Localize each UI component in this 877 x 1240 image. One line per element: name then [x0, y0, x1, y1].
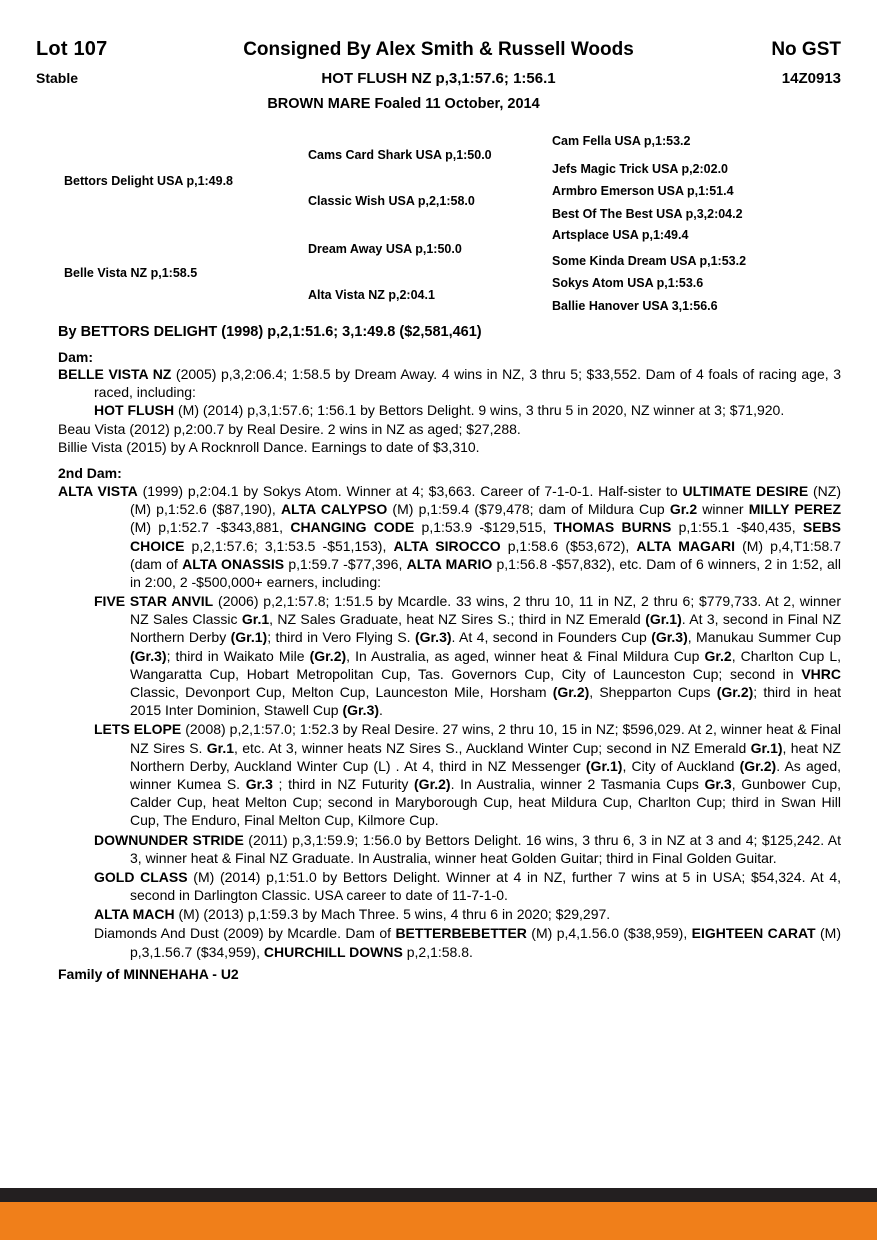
pedigree-sire: Bettors Delight USA p,1:49.8: [64, 174, 234, 188]
footer-orange-bar: [0, 1202, 877, 1240]
lot-number: Lot 107: [36, 38, 108, 60]
header-row-primary: [36, 38, 841, 61]
stable-label: Stable: [36, 70, 79, 86]
reference-number: 14Z0913: [781, 70, 841, 87]
header-row-secondary: [36, 70, 841, 87]
consignor: Consigned By Alex Smith & Russell Woods: [243, 39, 634, 60]
pedigree-g7: Sokys Atom USA p,1:53.6: [552, 276, 704, 290]
second-dam-line: ALTA VISTA (1999) p,2:04.1 by Sokys Atom. Winner at 4; $3,663. Career of 7-1-0-1. Half-sister to ULTIMATE DESIRE (NZ) (M) p,1:52.6 ($87,190), ALTA CALYPSO (M) p,1:59.4 ($79,478; dam of Mildura Cup Gr.2 winner MILLY PEREZ (M) p,1:52.7 -$343,881, CHANGING CODE p,1:53.9 -$129,515, THOMAS BURNS p,1:55.1 -$40,435, SEBS CHOICE p,2,1:57.6; 3,1:53.5 -$51,153), ALTA SIROCCO p,1:58.6 ($53,672), ALTA MAGARI (M) p,4,T1:58.7 (dam of ALTA ONASSIS p,1:59.7 -$77,396, ALTA MARIO p,1:56.8 -$57,832), etc. Dam of 6 winners, 2 in 1:52, all in 2:00, 2 -$500,000+ earners, including:: [58, 482, 842, 590]
dam-foal-1: HOT FLUSH (M) (2014) p,3,1:57.6; 1:56.1 by Bettors Delight. 9 wins, 3 thru 5 in 2020, NZ winner at 3; $71,920.: [94, 402, 785, 419]
pedigree-g8: Ballie Hanover USA 3,1:56.6: [552, 299, 718, 313]
pedigree-g3: Armbro Emerson USA p,1:51.4: [552, 184, 734, 198]
pedigree-dams-dam: Alta Vista NZ p,2:04.1: [308, 288, 435, 302]
pedigree-sires-dam: Classic Wish USA p,2,1:58.0: [308, 194, 475, 208]
pedigree-g5: Artsplace USA p,1:49.4: [552, 228, 689, 242]
horse-description: BROWN MARE Foaled 11 October, 2014: [267, 96, 540, 112]
dam-line: BELLE VISTA NZ (2005) p,3,2:06.4; 1:58.5 by Dream Away. 4 wins in NZ, 3 thru 5; $33,552. Dam of 4 foals of racing age, 3 raced, including:: [58, 366, 841, 401]
pedigree-dam: Belle Vista NZ p,1:58.5: [64, 266, 198, 280]
second-dam-progeny-4: GOLD CLASS (M) (2014) p,1:51.0 by Bettors Delight. Winner at 4 in NZ, further 7 wins at 5 in USA; $54,324. At 4, second in Darlington Classic. USA career to date of 11-7-1-0.: [94, 868, 842, 904]
pedigree-dams-sire: Dream Away USA p,1:50.0: [308, 242, 462, 256]
pedigree-g2: Jefs Magic Trick USA p,2:02.0: [552, 162, 729, 176]
dam-section: [36, 365, 841, 456]
second-dam-progeny-5: ALTA MACH (M) (2013) p,1:59.3 by Mach Three. 5 wins, 4 thru 6 in 2020; $29,297.: [94, 906, 611, 923]
second-dam-progeny-2: LETS ELOPE (2008) p,2,1:57.0; 1:52.3 by Real Desire. 27 wins, 2 thru 10, 15 in NZ; $596,029. At 2, winner heat & Final NZ Sires S. Gr.1, etc. At 3, winner heats NZ Sires S., Auckland Winter Cup; second in NZ Emerald Gr.1), heat NZ Northern Derby, Auckland Winter Cup (L) . At 4, third in NZ Messenger (Gr.1), City of Auckland (Gr.2). As aged, winner Kumea S. Gr.3 ; third in NZ Futurity (Gr.2). In Australia, winner 2 Tasmania Cups Gr.3, Gunbower Cup, Calder Cup, heat Melton Cup; second in Maryborough Cup, heat Mildura Cup, Charlton Cup; third in Swan Hill Cup, The Enduro, Final Melton Cup, Kilmore Cup.: [94, 721, 841, 829]
dam-foal-2: Beau Vista (2012) p,2:00.7 by Real Desire. 2 wins in NZ as aged; $27,288.: [58, 420, 521, 437]
pedigree-g6: Some Kinda Dream USA p,1:53.2: [552, 254, 747, 268]
sire-summary: By BETTORS DELIGHT (1998) p,2,1:51.6; 3,1:49.8 ($2,581,461): [58, 324, 482, 340]
dam-heading: Dam:: [58, 349, 94, 365]
dam-foal-3: Billie Vista (2015) by A Rocknroll Dance. Earnings to date of $3,310.: [58, 438, 480, 455]
footer-dark-bar: [0, 1188, 877, 1202]
pedigree-chart: [36, 126, 841, 322]
pedigree-sires-sire: Cams Card Shark USA p,1:50.0: [308, 148, 492, 162]
second-dam-progeny-1: FIVE STAR ANVIL (2006) p,2,1:57.8; 1:51.5 by Mcardle. 33 wins, 2 thru 10, 11 in NZ, 2 thru 6; $779,733. At 2, winner NZ Sales Classic Gr.1, NZ Sales Graduate, heat NZ Sires S.; third in NZ Emerald (Gr.1). At 3, second in Final NZ Northern Derby (Gr.1); third in Vero Flying S. (Gr.3). At 4, second in Founders Cup (Gr.3), Manukau Summer Cup (Gr.3); third in Waikato Mile (Gr.2), In Australia, as aged, winner heat & Final Mildura Cup Gr.2, Charlton Cup L, Wangaratta Cup, Hobart Metropolitan Cup, Tas. Governors Cup, City of Launceston Cup; second in VHRC Classic, Devonport Cup, Melton Cup, Launceston Mile, Horsham (Gr.2), Shepparton Cups (Gr.2); third in heat 2015 Inter Dominion, Stawell Cup (Gr.3).: [94, 593, 842, 719]
pedigree-g4: Best Of The Best USA p,3,2:04.2: [552, 207, 743, 221]
second-dam-section: [36, 482, 841, 961]
gst-status: No GST: [771, 39, 841, 60]
second-dam-progeny-3: DOWNUNDER STRIDE (2011) p,3,1:59.9; 1:56.0 by Bettors Delight. 16 wins, 3 thru 6, 3 in NZ at 3 and 4; $125,242. At 3, winner heat & Final NZ Graduate. In Australia, winner heat Golden Guitar; third in Final Golden Guitar.: [94, 831, 841, 866]
second-dam-progeny-6: Diamonds And Dust (2009) by Mcardle. Dam of BETTERBEBETTER (M) p,4,1.56.0 ($38,959), EIGHTEEN CARAT (M) p,3,1.56.7 ($34,959), CHURCHILL DOWNS p,2,1:58.8.: [94, 925, 841, 960]
pedigree-g1: Cam Fella USA p,1:53.2: [552, 134, 691, 148]
family-line: Family of MINNEHAHA - U2: [58, 965, 239, 982]
horse-name: HOT FLUSH NZ p,3,1:57.6; 1:56.1: [321, 70, 556, 87]
second-dam-heading: 2nd Dam:: [58, 464, 122, 481]
